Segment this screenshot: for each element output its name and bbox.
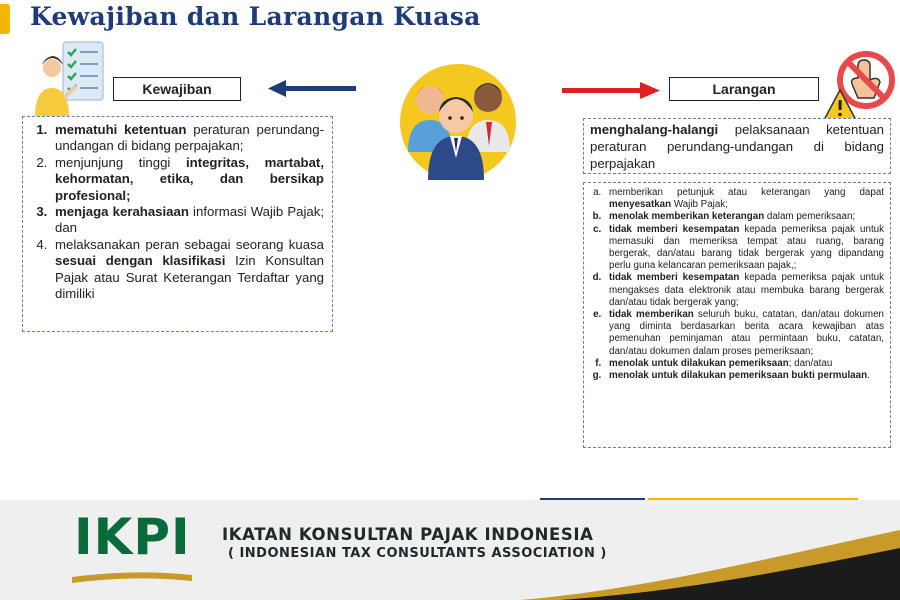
ikpi-logo: IKPI [74,508,191,566]
kewajiban-item-3: 3. menjaga kerahasiaan informasi Wajib Pajak; dan [51,204,324,237]
left-arrow-icon [268,79,356,99]
organization-name-english: ( INDONESIAN TAX CONSULTANTS ASSOCIATION ) [228,546,607,561]
larangan-item-b: b. menolak memberikan keterangan dalam pemeriksaan; [604,211,884,223]
kewajiban-box [22,116,333,332]
kewajiban-item-4: 4. melaksanakan peran sebagai seorang kuasa sesuai dengan klasifikasi Izin Konsultan Pajak atau Surat Keterangan Terdaftar yang dimiliki [51,237,324,303]
larangan-item-c: c. tidak memberi kesempatan kepada pemeriksa pajak untuk memasuki dan memeriksa tempat atau ruang, barang bergerak, dan/atau barang tidak bergerak yang dipandang perlu guna kelancaran pemeriksaan pajak,; [604,224,884,273]
right-arrow-icon [562,81,660,101]
larangan-list [584,187,884,382]
page-title: Kewajiban dan Larangan Kuasa [30,2,481,31]
kewajiban-list [23,122,324,302]
prohibition-icon [822,50,896,122]
organization-name: IKATAN KONSULTAN PAJAK INDONESIA [222,525,594,544]
footer-banner [0,500,900,600]
larangan-item-d: d. tidak memberi kesempatan kepada pemeriksa pajak untuk mengakses data elektronik atau membuka barang bergerak dan/atau tidak bergerak yang; [604,272,884,309]
larangan-item-e: e. tidak memberikan seluruh buku, catatan, dan/atau dokumen yang diminta berdasarkan berita acara kewajiban atas pemenuhan peminjaman atau permintaan buku, catatan, dan/atau dokumen dalam proses pemeriksaan; [604,309,884,358]
checklist-person-icon [30,40,110,118]
larangan-item-g: g. menolak untuk dilakukan pemeriksaan bukti permulaan. [604,370,884,382]
kewajiban-item-1: 1. mematuhi ketentuan peraturan perundang-undangan di bidang perpajakan; [51,122,324,155]
larangan-label: Larangan [669,77,819,101]
larangan-list-box [583,182,891,448]
larangan-item-f: f. menolak untuk dilakukan pemeriksaan; dan/atau [604,358,884,370]
title-accent-bar [0,4,10,34]
people-group-icon [398,62,518,182]
kewajiban-label: Kewajiban [113,77,241,101]
kewajiban-item-2: 2. menjunjung tinggi integritas, martabat, kehormatan, etika, dan bersikap profesional; [51,155,324,204]
larangan-intro: menghalang-halangi pelaksanaan ketentuan peraturan perundang-undangan di bidang perpajakan [590,122,884,171]
larangan-intro-box [583,118,891,174]
larangan-item-a: a. memberikan petunjuk atau keterangan yang dapat menyesatkan Wajib Pajak; [604,187,884,211]
